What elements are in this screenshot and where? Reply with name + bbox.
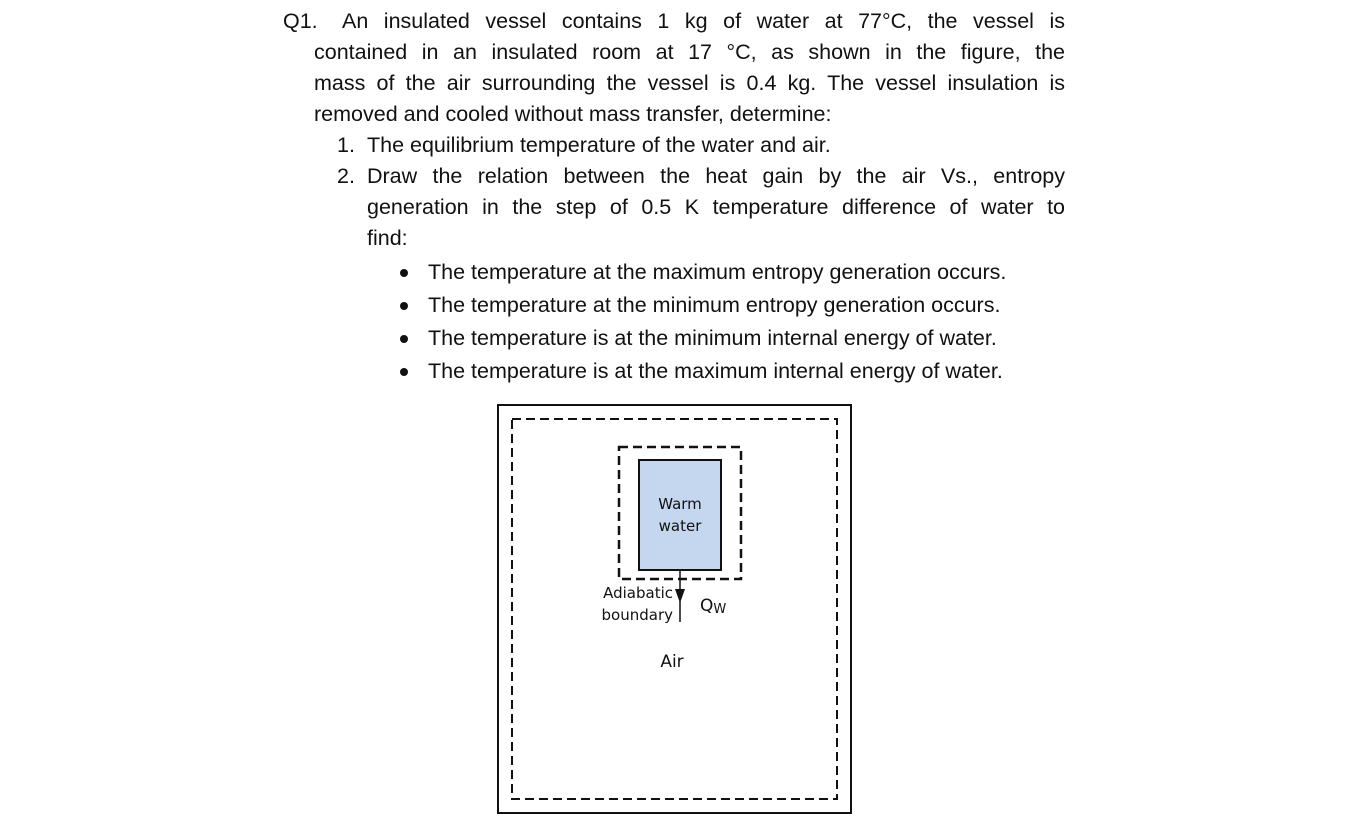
intro-line: mass of the air surrounding the vessel is 0.4 kg. The vessel insulation is (314, 71, 1065, 95)
item-line: find: (367, 226, 408, 250)
item-number: 1. (337, 133, 355, 157)
water-label-line1: Warm (658, 495, 702, 513)
item-line: generation in the step of 0.5 K temperature difference of water to (367, 195, 1065, 219)
water-label-line2: water (658, 517, 702, 535)
bullet-text: The temperature at the minimum entropy generation occurs. (428, 293, 1001, 317)
item-line: Draw the relation between the heat gain by the air Vs., entropy (367, 164, 1065, 188)
bullet-text: The temperature is at the minimum internal energy of water. (428, 326, 997, 350)
heat-subscript: W (713, 602, 727, 617)
intro-line: An insulated vessel contains 1 kg of water at 77°C, the vessel is (342, 9, 1065, 33)
question-number: Q1. (283, 9, 318, 33)
item-number: 2. (337, 164, 355, 188)
heat-label (700, 596, 726, 617)
heat-symbol: Q (700, 596, 714, 616)
intro-line: removed and cooled without mass transfer, determine: (314, 102, 832, 126)
bullet-text: The temperature is at the maximum internal energy of water. (428, 359, 1003, 383)
air-label: Air (660, 652, 684, 672)
boundary-label-line1: Adiabatic (603, 584, 673, 602)
heat-arrow-icon (675, 589, 685, 603)
intro-line: contained in an insulated room at 17 °C, as shown in the figure, the (314, 40, 1065, 64)
water-vessel (639, 460, 721, 570)
boundary-label-line2: boundary (601, 606, 673, 624)
bullet-text: The temperature at the maximum entropy generation occurs. (428, 260, 1007, 284)
item-line: The equilibrium temperature of the water and air. (367, 133, 831, 157)
